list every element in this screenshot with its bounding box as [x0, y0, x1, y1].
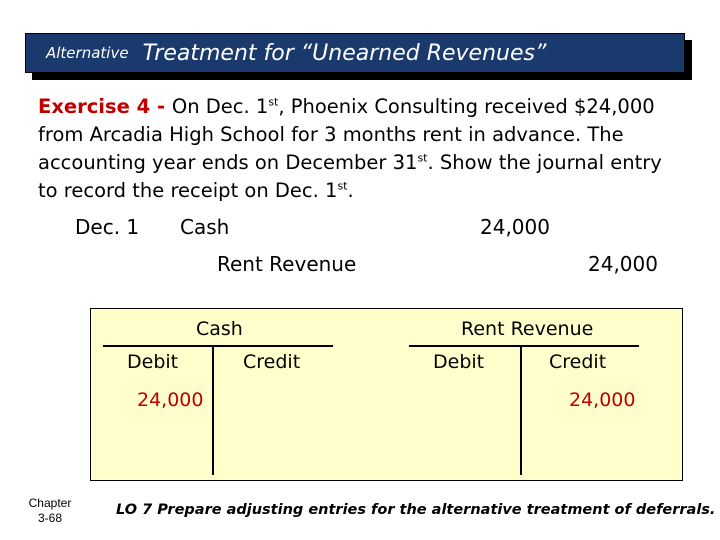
- exercise-sup3: st: [337, 179, 348, 193]
- t-account-rent-revenue-credit-amount: 24,000: [569, 389, 636, 411]
- exercise-end: .: [347, 179, 354, 202]
- chapter-line2: 3-68: [37, 511, 63, 525]
- t-account-cash-debit-label: Debit: [127, 351, 179, 373]
- t-account-rent-revenue-center-line: [520, 345, 522, 475]
- journal-credit-account: Rent Revenue: [217, 252, 357, 276]
- exercise-dash: -: [150, 95, 172, 118]
- t-account-cash-center-line: [212, 345, 214, 475]
- exercise-label: Exercise 4: [38, 95, 151, 118]
- chapter-label: [22, 496, 78, 526]
- exercise-line1-pre: On Dec. 1: [171, 95, 269, 118]
- exercise-sup2: st: [417, 151, 428, 165]
- exercise-line1-post: , Phoenix Consulting received $24,000 from Arcadia High School for 3 months rent in advance. The accounting year ends on December 31: [38, 95, 655, 174]
- journal-date: Dec. 1: [75, 215, 140, 239]
- t-account-cash-credit-label: Credit: [243, 351, 301, 373]
- exercise-text: [38, 93, 678, 205]
- t-account-rent-revenue-debit-label: Debit: [433, 351, 485, 373]
- exercise-sup1: st: [268, 95, 279, 109]
- t-account-cash-debit-amount: 24,000: [137, 389, 204, 411]
- learning-objective: LO 7 Prepare adjusting entries for the alternative treatment of deferrals.: [116, 502, 716, 518]
- chapter-line1: Chapter: [28, 496, 72, 510]
- t-account-rent-revenue-top-line: [409, 345, 639, 347]
- title-large-text: Treatment for “Unearned Revenues”: [142, 40, 547, 66]
- t-account-rent-revenue-title: Rent Revenue: [461, 318, 594, 340]
- t-accounts-panel: [90, 308, 683, 481]
- journal-credit-amount: 24,000: [588, 252, 658, 276]
- title-small-text: Alternative: [46, 44, 129, 62]
- t-account-cash-top-line: [103, 345, 333, 347]
- exercise-line2-mid: . Show the journal entry to record the receipt on Dec. 1: [38, 151, 662, 202]
- t-account-cash-title: Cash: [196, 318, 243, 340]
- t-account-rent-revenue-credit-label: Credit: [549, 351, 607, 373]
- journal-debit-amount: 24,000: [480, 215, 550, 239]
- journal-debit-account: Cash: [180, 215, 230, 239]
- slide-title: [25, 33, 685, 73]
